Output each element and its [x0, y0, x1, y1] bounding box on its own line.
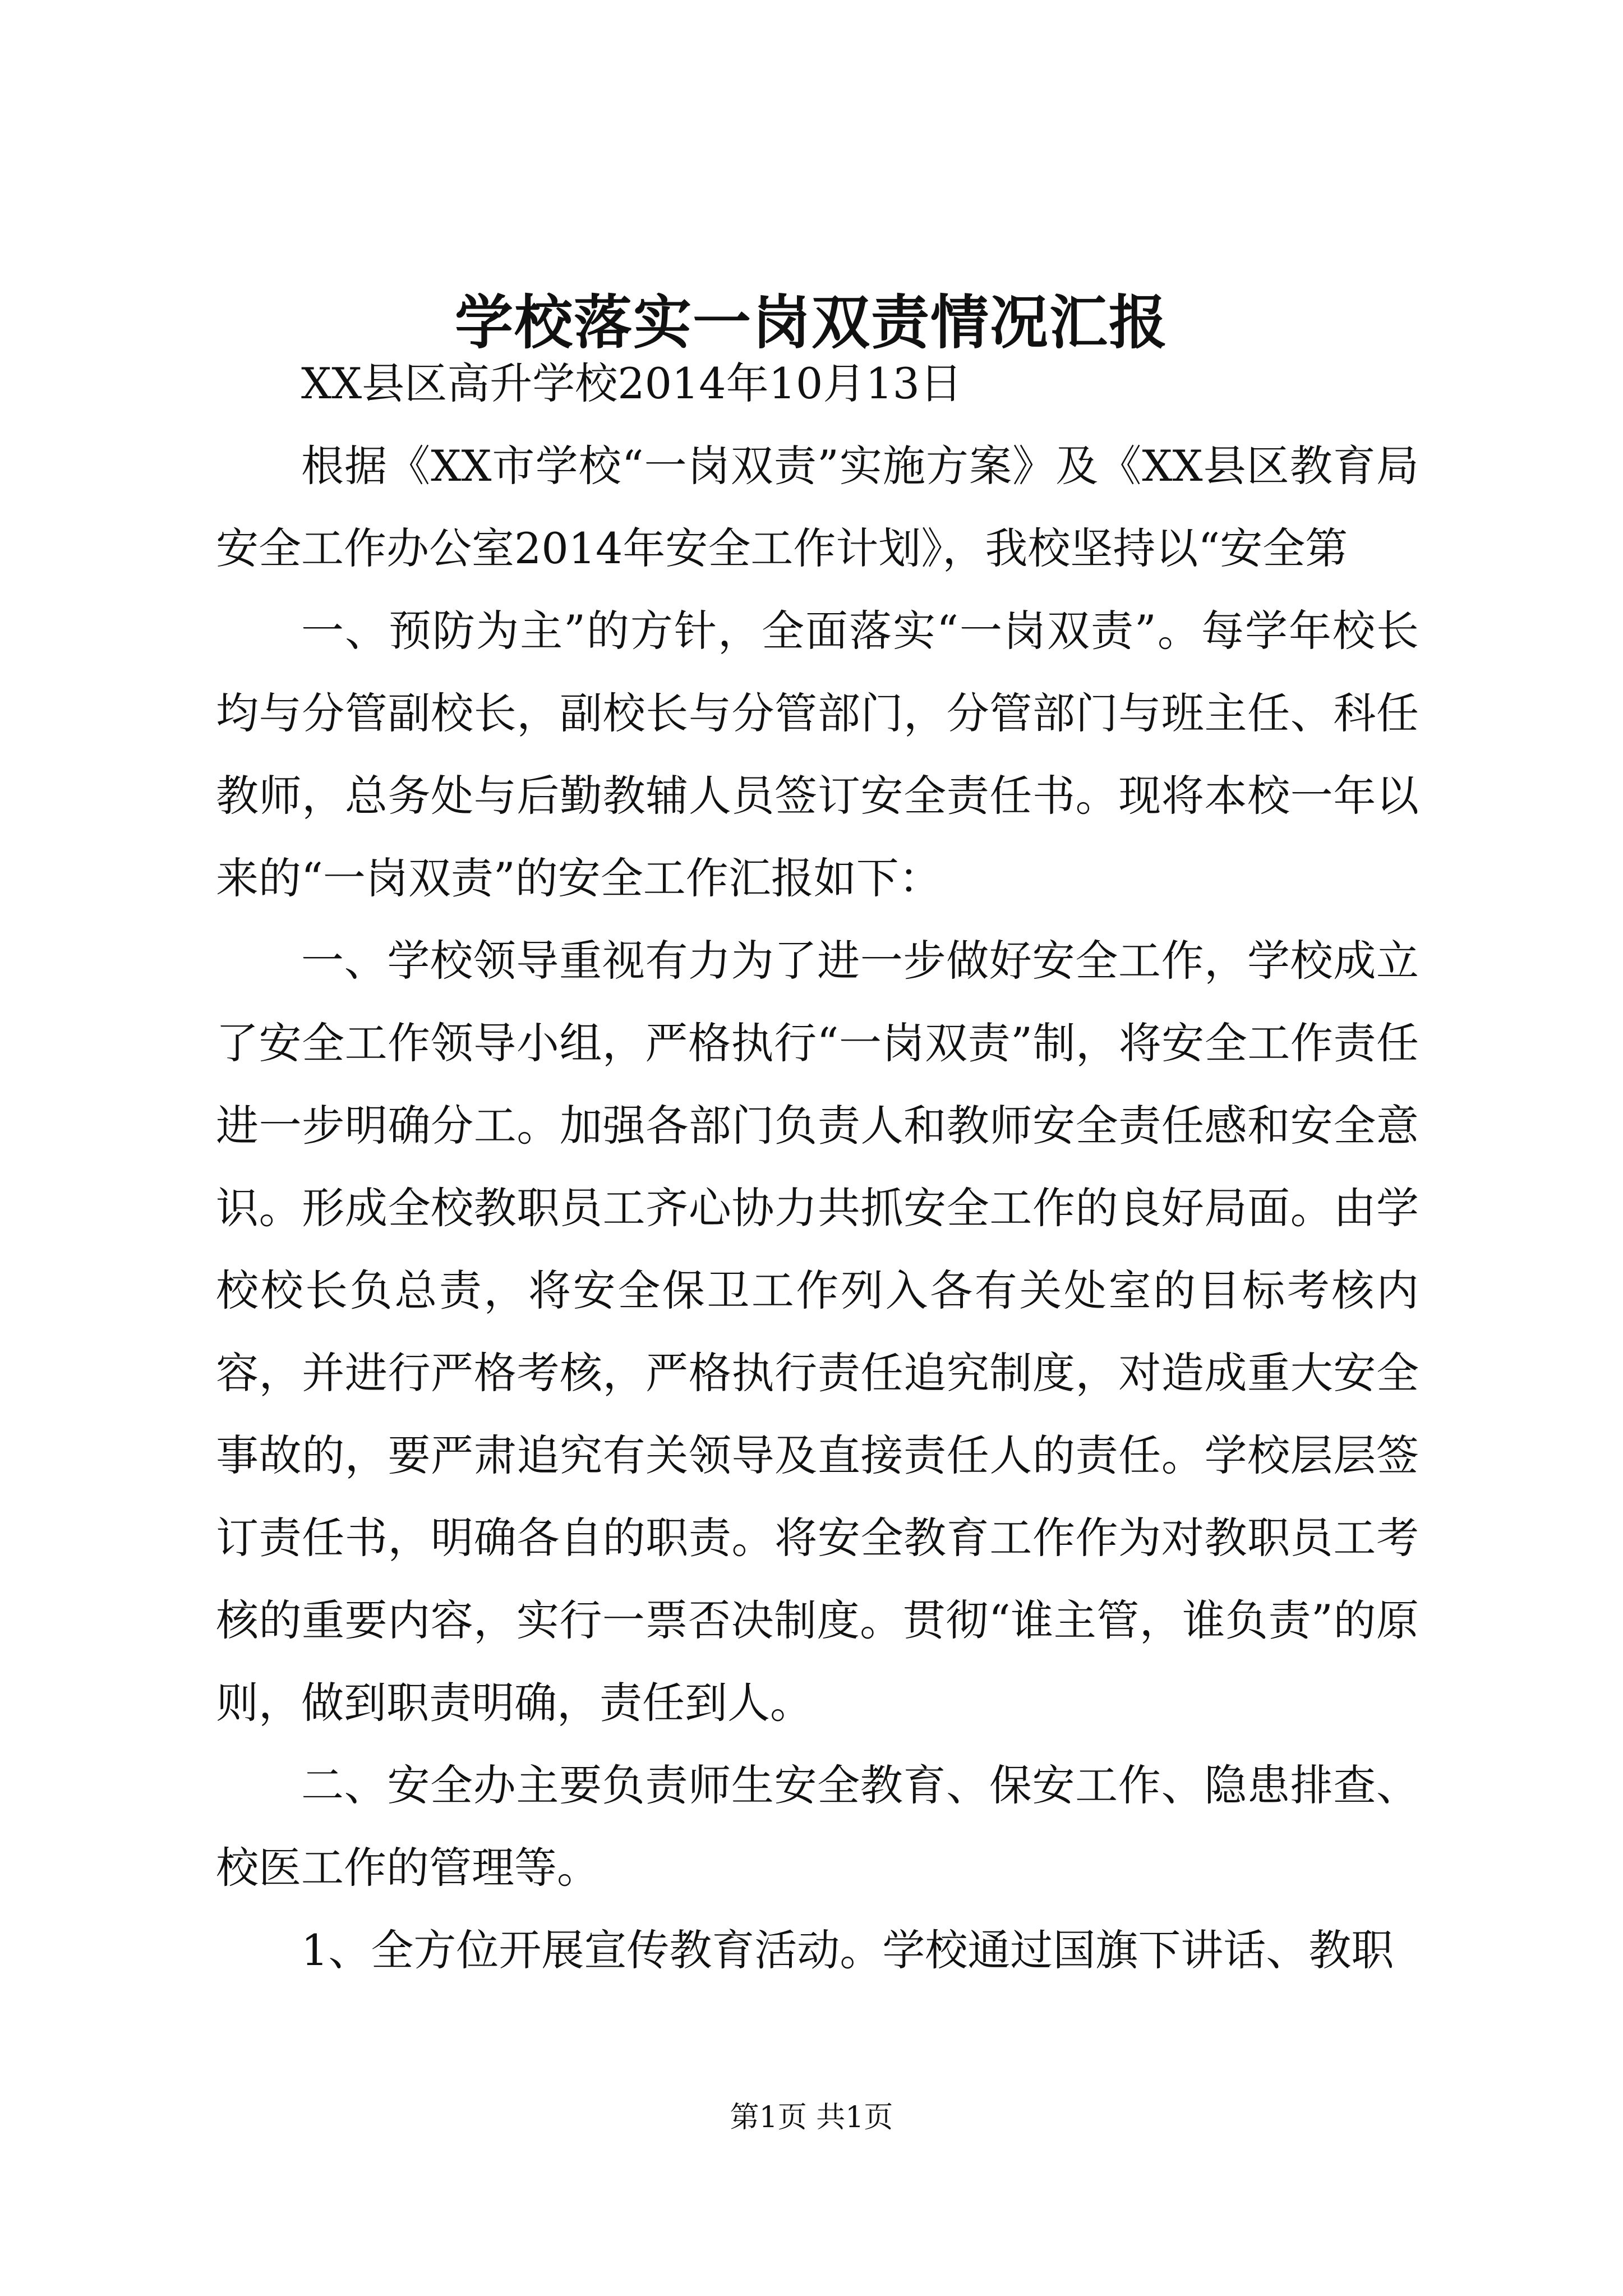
paragraph-4: 二、安全办主要负责师生安全教育、保安工作、隐患排查、校医工作的管理等。 — [216, 1760, 1419, 1893]
paragraph-2: 一、预防为主”的方针，全面落实“一岗双责”。每学年校长均与分管副校长，副校长与分管部门，分管部门与班主任、科任教师，总务处与后勤教辅人员签订安全责任书。现将本校一年以来的“一岗双责”的安全工作汇报如下： — [216, 606, 1419, 903]
document-title: 学校落实一岗双责情况汇报 — [454, 288, 1168, 357]
paragraph-5: 1、全方位开展宣传教育活动。学校通过国旗下讲话、教职 — [301, 1925, 1394, 1975]
byline: XX县区高升学校2014年10月13日 — [301, 358, 963, 408]
document-body — [216, 342, 1419, 1991]
paragraph-3: 一、学校领导重视有力为了进一步做好安全工作，学校成立了安全工作领导小组，严格执行“一岗双责”制，将安全工作责任进一步明确分工。加强各部门负责人和教师安全责任感和安全意识。形成全校教职员工齐心协力共抓安全工作的良好局面。由学校校长负总责，将安全保卫工作列入各有关处室的目标考核内容，并进行严格考核，严格执行责任追究制度，对造成重大安全事故的，要严肃追究有关领导及直接责任人的责任。学校层层签订责任书，明确各自的职责。将安全教育工作作为对教职员工考核的重要内容，实行一票否决制度。贯彻“谁主管，谁负责”的原则，做到职责明确，责任到人。 — [216, 936, 1419, 1728]
page-footer: 第1页 共1页 — [730, 2101, 893, 2134]
paragraph-1: 根据《XX市学校“一岗双责”实施方案》及《XX县区教育局安全工作办公室2014年安全工作计划》，我校坚持以“安全第 — [216, 441, 1419, 573]
